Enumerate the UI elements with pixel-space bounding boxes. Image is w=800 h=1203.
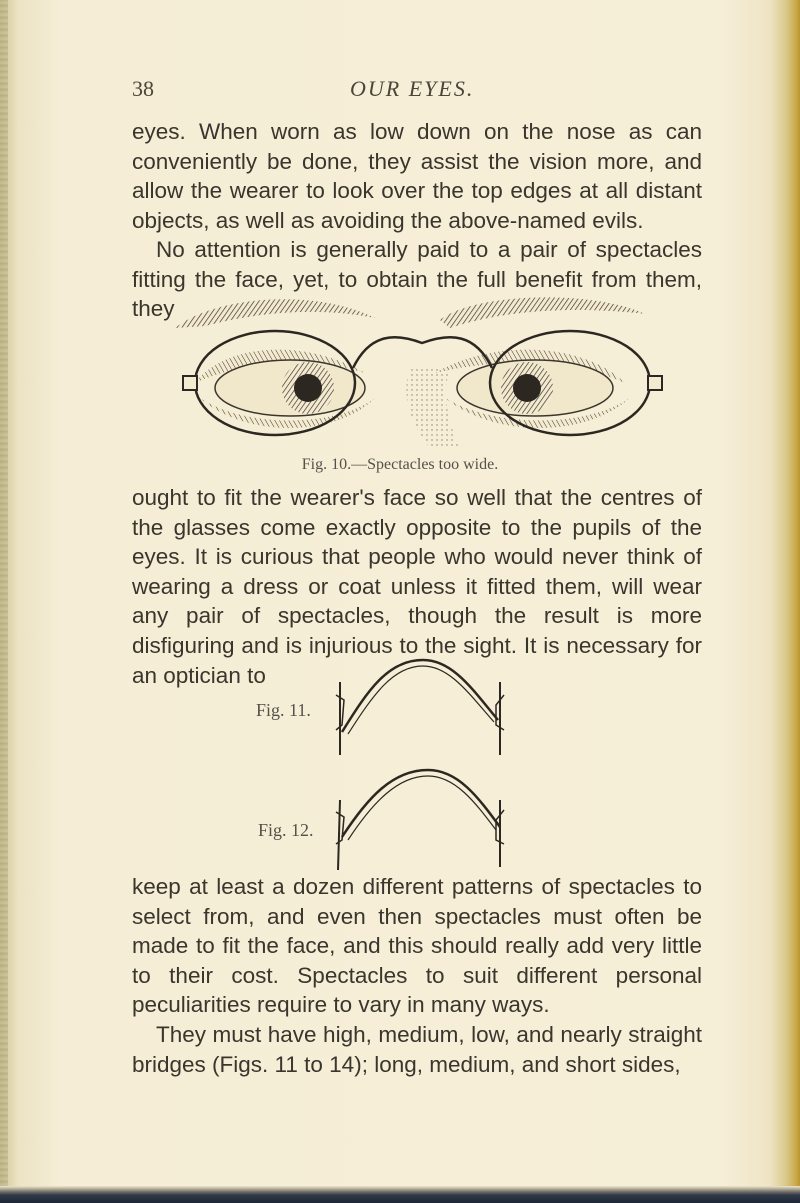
- page-number: 38: [132, 76, 154, 101]
- left-hinge: [183, 376, 197, 390]
- nose-shading: [407, 368, 460, 448]
- right-pupil: [513, 374, 541, 402]
- figure-10-spectacles-illustration: [175, 288, 670, 456]
- figure-12-bridge-diagram: [328, 762, 518, 872]
- left-pupil: [294, 374, 322, 402]
- figure-12-label: Fig. 12.: [258, 820, 314, 840]
- page-binding-edge: [0, 0, 8, 1203]
- figure-11-label: Fig. 11.: [256, 700, 311, 720]
- paragraph-5: [132, 1020, 702, 1079]
- paragraph-1: eyes. When worn as low down on the nose as can conveniently be done, they assist the vision more, and allow the wearer to look over the top edges at all distant objects, as well as avoiding the above-named evils.: [132, 119, 702, 233]
- paragraph-5-text: They must have high, medium, low, and nearly straight bridges (Figs. 11 to 14); long, medium, and short sides,: [132, 1022, 702, 1077]
- right-eyebrow: [440, 297, 645, 328]
- figure-10-caption: Fig. 10.—Spectacles too wide.: [301, 456, 499, 473]
- paragraph-4: keep at least a dozen different patterns of spectacles to select from, and even then spectacles must often be made to fit the face, and this should really add very little to their cost. Spectacles to suit different personal peculiarities require to vary in many ways.: [132, 874, 702, 1018]
- right-hinge: [648, 376, 662, 390]
- page-header: [132, 76, 700, 106]
- left-eyebrow: [175, 299, 375, 328]
- paragraph-3: ought to fit the wearer's face so well that the centres of the glasses come exactly opposite to the pupils of the eyes. It is curious that people who would never think of wearing a dress or coat unless it fitted them, will wear any pair of spectacles, though the result is more disfiguring and is injurious to the sight. It is necessary for an optician to: [132, 485, 702, 688]
- page-bottom-edge: [0, 1186, 800, 1203]
- paragraph-2-text: No attention is generally paid to a pair of spectacles fitting the face, yet, to obtain the full benefit from them, they: [132, 237, 702, 322]
- figure-11-bridge-diagram: [328, 650, 518, 760]
- running-head: OUR EYES.: [350, 76, 475, 101]
